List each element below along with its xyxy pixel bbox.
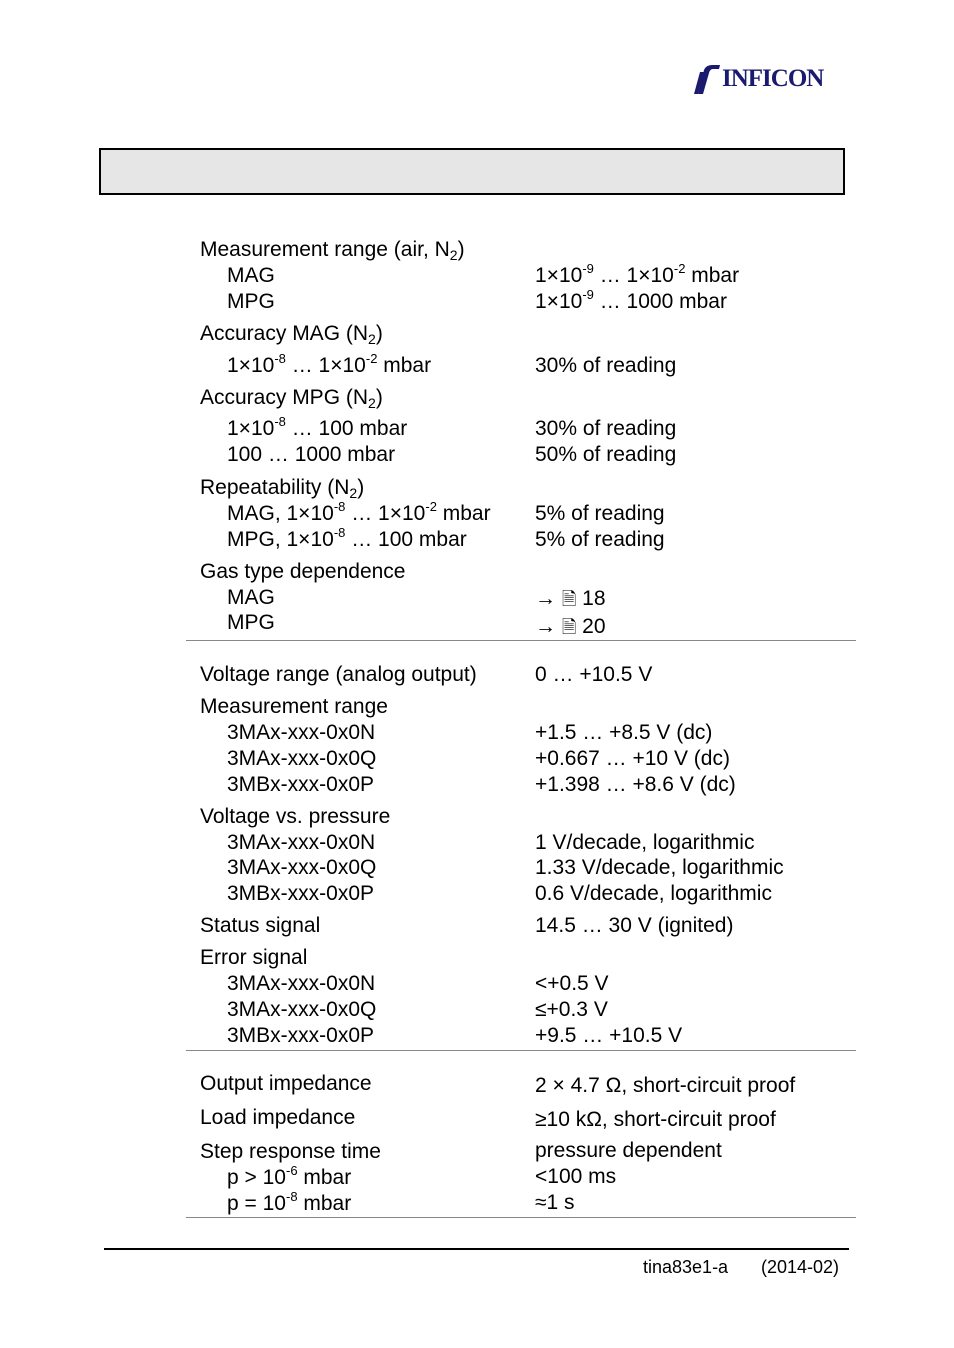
mag-label: MAG (227, 264, 275, 287)
arrow-right-icon: → (535, 587, 556, 610)
accuracy-mag-label: Accuracy MAG $(N_2)$ (200, 322, 383, 347)
measurement-range-label: Measurement range (air, $N_2$) (200, 238, 465, 263)
mpg-label: MPG (227, 290, 275, 313)
divider (186, 1050, 856, 1051)
gas-mag-ref[interactable]: → 🗎 18 (535, 587, 606, 610)
output-impedance-label: Output impedance (200, 1072, 372, 1095)
gas-mpg-label: MPG (227, 611, 275, 634)
divider (186, 640, 856, 641)
accuracy-mpg-value-1: 30% of reading (535, 417, 677, 440)
gas-mag-label: MAG (227, 586, 275, 609)
status-signal-value: 14.5 … 30 V (ignited) (535, 914, 734, 937)
step-response-value-2: ≈1 s (535, 1191, 575, 1214)
model-label: 3MAx-xxx-0x0N (227, 831, 376, 854)
accuracy-mpg-value-2: 50% of reading (535, 443, 677, 466)
model-value: +1.398 … +8.6 V (dc) (535, 773, 736, 796)
footer-date: (2014-02) (761, 1257, 840, 1277)
model-value: 1 V/decade, logarithmic (535, 831, 755, 854)
output-impedance-value: 2 × 4.7 Ω, short-circuit proof (535, 1074, 796, 1097)
model-value: +0.667 … +10 V (dc) (535, 747, 730, 770)
model-value: <+0.5 V (535, 972, 609, 995)
footer-doc-id: tina83e1-a (643, 1257, 729, 1277)
document-page-icon: 🗎 (561, 617, 577, 637)
model-label: 3MBx-xxx-0x0P (227, 1024, 375, 1047)
section-header-box (99, 148, 845, 195)
model-label: 3MAx-xxx-0x0N (227, 972, 376, 995)
error-signal-label: Error signal (200, 946, 308, 969)
model-label: 3MBx-xxx-0x0P (227, 773, 375, 796)
status-signal-label: Status signal (200, 914, 321, 937)
repeatability-mag-value: 5% of reading (535, 502, 665, 525)
voltage-range-value: 0 … +10.5 V (535, 663, 653, 686)
repeatability-mpg-value: 5% of reading (535, 528, 665, 551)
model-label: 3MAx-xxx-0x0Q (227, 998, 377, 1021)
inficon-logo (692, 62, 852, 98)
model-value: +1.5 … +8.5 V (dc) (535, 721, 713, 744)
model-value: ≤+0.3 V (535, 998, 608, 1021)
model-value: 0.6 V/decade, logarithmic (535, 882, 772, 905)
model-label: 3MAx-xxx-0x0Q (227, 747, 377, 770)
gas-mpg-ref[interactable]: → 🗎 20 (535, 615, 606, 638)
accuracy-mag-range: $1\times 10^{-8}$ … $1\times 10^{-2}$ mbar (227, 351, 432, 377)
load-impedance-value: ≥10 kΩ, short-circuit proof (535, 1108, 776, 1131)
brand-name: INFICON (722, 65, 824, 92)
repeatability-mag-range: MAG, $1\times 10^{-8}$ … $1\times 10^{-2}$ mbar (227, 499, 491, 525)
accuracy-mpg-range-2: 100 … 1000 mbar (227, 443, 396, 466)
mag-range-value: $1\times 10^{-9}$ … $1\times 10^{-2}$ mbar (535, 261, 740, 287)
step-response-value: pressure dependent (535, 1139, 722, 1162)
step-response-value-1: <100 ms (535, 1165, 617, 1188)
arrow-right-icon: → (535, 615, 556, 638)
voltage-range-label: Voltage range (analog output) (200, 663, 477, 686)
gas-type-label: Gas type dependence (200, 560, 406, 583)
repeatability-mpg-range: MPG, $1\times 10^{-8}$ … 100 mbar (227, 525, 467, 551)
footer-rule (104, 1248, 849, 1250)
divider (186, 1217, 856, 1218)
step-response-condition-2: $p = 10^{-8}$ mbar (227, 1189, 352, 1215)
model-label: 3MBx-xxx-0x0P (227, 882, 375, 905)
inficon-logo-mark-icon (692, 64, 722, 96)
mpg-range-value: $1\times 10^{-9}$ … 1000 mbar (535, 287, 727, 313)
measurement-range-2-label: Measurement range (200, 695, 388, 718)
step-response-label: Step response time (200, 1140, 381, 1163)
model-value: 1.33 V/decade, logarithmic (535, 856, 784, 879)
repeatability-label: Repeatability $(N_2)$ (200, 476, 365, 501)
accuracy-mpg-label: Accuracy MPG $(N_2)$ (200, 386, 383, 411)
load-impedance-label: Load impedance (200, 1106, 356, 1129)
accuracy-mpg-range-1: $1\times 10^{-8}$ … 100 mbar (227, 414, 408, 440)
step-response-condition-1: $p > 10^{-6}$ mbar (227, 1163, 352, 1189)
document-page-icon: 🗎 (561, 589, 577, 609)
model-label: 3MAx-xxx-0x0Q (227, 856, 377, 879)
model-value: +9.5 … +10.5 V (535, 1024, 683, 1047)
voltage-vs-pressure-label: Voltage vs. pressure (200, 805, 391, 828)
accuracy-mag-value: 30% of reading (535, 354, 677, 377)
model-label: 3MAx-xxx-0x0N (227, 721, 376, 744)
